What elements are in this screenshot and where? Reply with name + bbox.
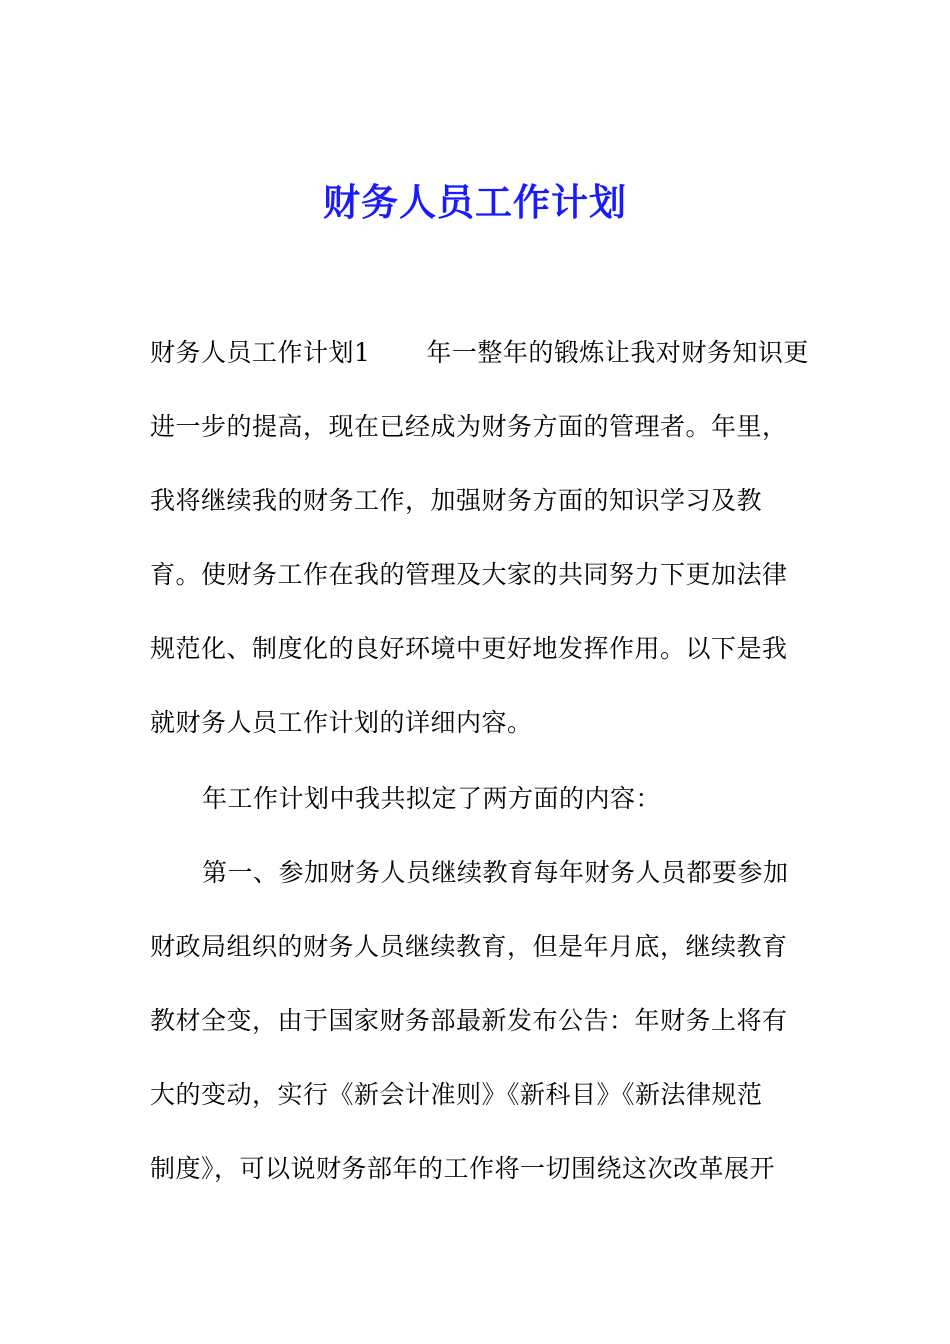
paragraph-line-11: 大的变动，实行《新会计准则》《新科目》《新法律规范 [150, 1080, 763, 1109]
line-text: 年一整年的锻炼让我对财务知识更 [426, 338, 809, 367]
section-heading: 财务人员工作计划1 [150, 338, 371, 367]
paragraph-line-8: 第一、参加财务人员继续教育每年财务人员都要参加 [202, 858, 789, 887]
paragraph-line-10: 教材全变，由于国家财务部最新发布公告：年财务上将有 [150, 1006, 788, 1035]
paragraph-line-7: 年工作计划中我共拟定了两方面的内容： [202, 784, 662, 813]
paragraph-line-12: 制度》，可以说财务部年的工作将一切围绕这次改革展开 [150, 1154, 776, 1183]
document-title: 财务人员工作计划 [323, 180, 627, 224]
paragraph-line-2: 进一步的提高，现在已经成为财务方面的管理者。年里， [150, 412, 788, 441]
paragraph-line-1 [150, 336, 809, 370]
paragraph-line-3: 我将继续我的财务工作，加强财务方面的知识学习及教 [150, 486, 763, 515]
paragraph-line-4: 育。使财务工作在我的管理及大家的共同努力下更加法律 [150, 560, 788, 589]
paragraph-line-6: 就财务人员工作计划的详细内容。 [150, 708, 533, 737]
paragraph-line-5: 规范化、制度化的良好环境中更好地发挥作用。以下是我 [150, 634, 788, 663]
paragraph-line-9: 财政局组织的财务人员继续教育，但是年月底，继续教育 [150, 932, 788, 961]
